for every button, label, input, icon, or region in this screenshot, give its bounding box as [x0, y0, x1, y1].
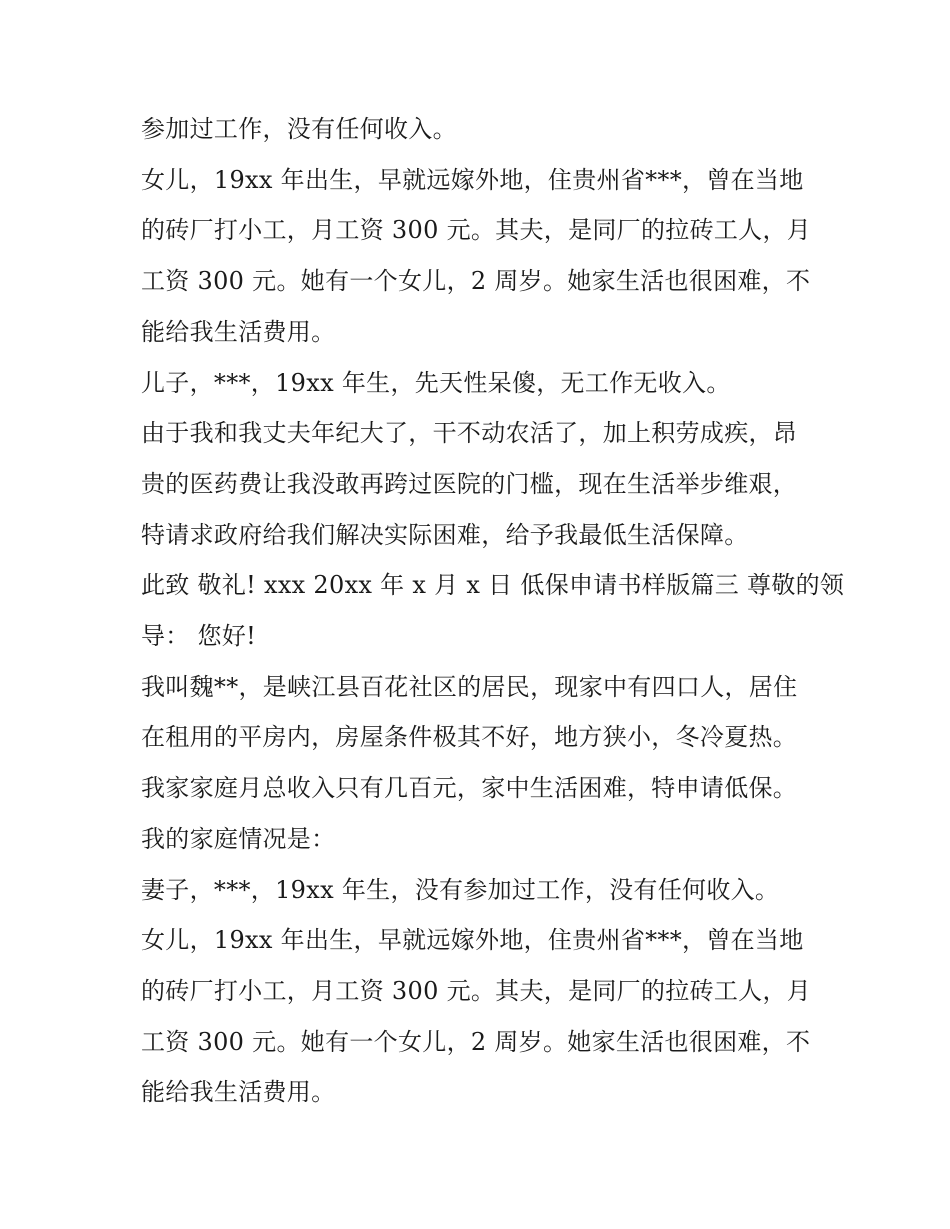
text-line: 我叫魏**，是峡江县百花社区的居民，现家中有四口人，居住: [141, 672, 798, 701]
text-line: 女儿，19xx 年出生，早就远嫁外地，住贵州省***，曾在当地: [141, 165, 804, 194]
text-line: 特请求政府给我们解决实际困难，给予我最低生活保障。: [141, 520, 749, 549]
text-line: 能给我生活费用。: [141, 1078, 336, 1107]
text-line: 导： 您好!: [141, 622, 257, 651]
text-line: 我的家庭情况是：: [141, 824, 336, 853]
text-line: 妻子，***，19xx 年生，没有参加过工作，没有任何收入。: [141, 875, 780, 904]
document-body: [141, 104, 845, 1118]
text-line: 贵的医药费让我没敢再跨过医院的门槛，现在生活举步维艰，: [141, 469, 798, 498]
text-line: 参加过工作，没有任何收入。: [141, 115, 457, 143]
text-line: 的砖厂打小工，月工资 300 元。其夫，是同厂的拉砖工人，月: [141, 976, 812, 1005]
text-line: 工资 300 元。她有一个女儿，2 周岁。她家生活也很困难，不: [141, 1027, 811, 1056]
text-line: 由于我和我丈夫年纪大了，干不动农活了，加上积劳成疾，昂: [141, 419, 798, 448]
text-line: 的砖厂打小工，月工资 300 元。其夫，是同厂的拉砖工人，月: [141, 216, 812, 245]
text-line: 工资 300 元。她有一个女儿，2 周岁。她家生活也很困难，不: [141, 267, 811, 296]
text-line: 我家家庭月总收入只有几百元，家中生活困难，特申请低保。: [141, 774, 798, 803]
text-line: 女儿，19xx 年出生，早就远嫁外地，住贵州省***，曾在当地: [141, 926, 804, 955]
text-line: 此致 敬礼! xxx 20xx 年 x 月 x 日 低保申请书样版篇三 尊敬的领: [141, 571, 845, 600]
text-line: 在租用的平房内，房屋条件极其不好，地方狭小，冬冷夏热。: [141, 723, 798, 752]
text-line: 能给我生活费用。: [141, 317, 336, 346]
text-line: 儿子，***，19xx 年生，先天性呆傻，无工作无收入。: [141, 368, 731, 397]
